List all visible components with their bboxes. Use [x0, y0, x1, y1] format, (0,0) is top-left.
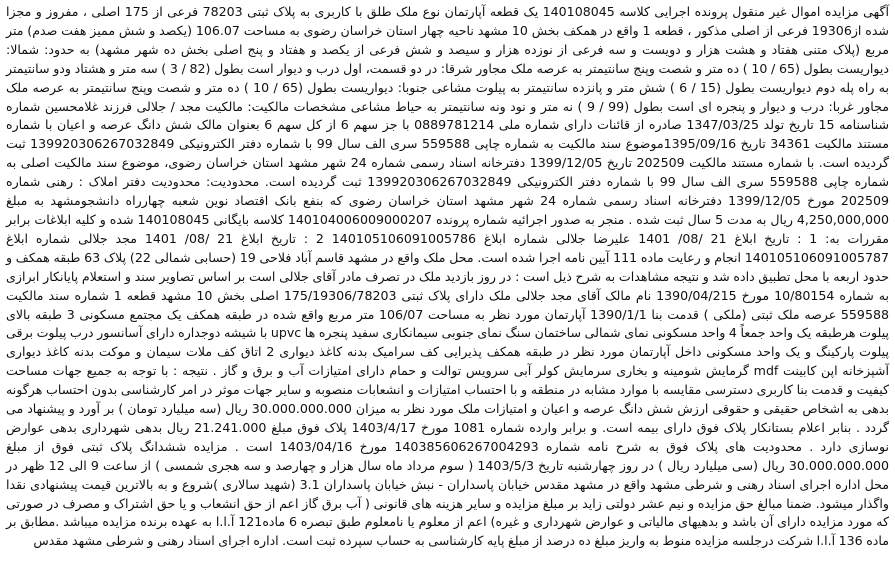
auction-notice-text: آگهی مزایده اموال غیر منقول پرونده اجرایی کلاسه 140108045 یک قطعه آپارتمان نوع ملک طلق با کاربری به پلاک ثبتی 78203 فرعی از 175 اصلی ، مفروز و مجزا شده از19306 فرعی از اصلی مذکور ، قطعه 1 واقع در همکف بخش 10 مشهد ناحیه چهار استان خراسان رضوی به مساحت 106.07 (یکصد و شش ممیز هفت صدم) متر مربع (پلاک متنی هفتاد و هشت هزار و دویست و سه فرعی از نوزده هزار و سیصد و شش فرعی از یکصد و هفتاد و پنج اصلی بخش ده شهر مشهد) به حدود: شمالا: دیواریست بطول (65 / 10 ) ده متر و شصت وپنج سانتیمتر به عرصه ملک مجاور شرقا: در دو قسمت، اول درب و دیوار است بطول (82 / 3 ) سه متر و هشتاد ودو سانتیمتر به راه پله دوم دیواریست بطول (15 / 6 ) شش متر و پانزده سانتیمتر به پیلوت مشاعی جنوبا: دیواریست بطول (65 / 10 ) ده متر و شصت وپنج سانتیمتر به عرصه ملک مجاور غربا: درب و دیوار و پنجره ای است بطول (99 / 9 ) نه متر و نود ونه سانتیمتر به حیاط مشاعی مشخصات مالکیت: مالکیت مجد / جلالی فرزند غلامحسین شماره شناسنامه 15 تاریخ تولد 1347/03/25 صادره از قائنات دارای شماره ملی 0889781214 با جز سهم 6 از کل سهم 6 بعنوان مالک شش دانگ عرصه و اعیان با شماره مستند مالکیت 34361 تاریخ 1395/09/16موضوع سند مالکیت به شماره چاپی 559588 سری الف سال 99 با شماره دفتر الکترونیکی 139920306267032849 ثبت گردیده است. با شماره مستند مالکیت 202509 تاریخ 1399/12/05 دفترخانه اسناد رسمی شماره 24 شهر مشهد استان خراسان رضوی، موضوع سند مالکیت اصلی به شماره چاپی 559588 سری الف سال 99 با شماره دفتر الکترونیکی 139920306267032849 ثبت گردیده است. محدودیت: محدودیت دفتر املاک : رهنی شماره 202509 مورخ 1399/12/05 دفترخانه اسناد رسمی شماره 24 شهر مشهد استان خراسان رضوی که بنفع بانک اقتصاد نوین شعبه چهارراه دانشجومشهد به مبلغ 4,250,000,000 ریال به مدت 5 سال ثبت شده . منجر به صدور اجرائیه شماره پرونده 140104006009000207 کلاسه بایگانی 140108045 شده و کلیه ابلاغات برابر مقررات به: 1 : تاریخ ابلاغ 21 /08/ 1401 علیرضا جلالی شماره ابلاغ 140105106091005786 2 : تاریخ ابلاغ 21 /08/ 1401 مجد جلالی شماره ابلاغ 140105106091005787 انجام و رعایت ماده 111 آیین نامه اجرا شده است. محل ملک واقع در مشهد قاسم آباد فلاحی 19 (حسابی شمالی 22) پلاک 63 طبقه همکف و حدود اربعه با محل تطبیق داده شد و نتیجه مشاهدات به شرح ذیل است : در روز بازدید ملک در تصرف مادر آقای جلالی است بر اساس تصاویر سند و استعلام پایانکار ابرازی به شماره 10/80154 مورخ 1390/04/215 نام مالک آقای مجد جلالی ملک دارای پلاک ثبتی 175/19306/78203 اصلی بخش 10 مشهد قطعه 1 شماره سند مالکیت 559588 عرصه ملک ثبتی (ملکی ) قدمت بنا 1390/1/1 آپارتمان مورد نظر به مساحت 106/07 متر مربع واقع شده در طبقه همکف یک مجتمع مسکونی 3 طبقه بالای پیلوت هرطبقه یک واحد جمعاً 4 واحد مسکونی نمای شمالی ساختمان سنگ نمای جنوبی سیمانکاری سفید پنجره ها upvc با شیشه دوجداره دارای آسانسور درب پیلوت برقی پیلوت پارکینگ و یک واحد مسکونی داخل آپارتمان مورد نظر در طبقه همکف پذیرایی کف سرامیک بدنه کاغذ دیواری 2 اتاق کف ملات سیمان و موکت بدنه کاغذ دیواری آشپزخانه اپن کابینت mdf گرمایش شومینه و بخاری سرمایش کولر آبی سرویس توالت و حمام دارای امتیازات آب و برق و گاز . نتیجه : با توجه به جمیع جهات مساحت کیفیت و قدمت بنا کاربری دسترسی مقایسه با موارد مشابه در منطقه و با احتساب امتیازات و انشعابات منصوبه و سایر جهات موثر در امر کارشناسی بدون احتساب هرگونه بدهی به اشخاص حقیقی و حقوقی ارزش شش دانگ عرصه و اعیان و امتیازات ملک مورد نظر به میزان 30.000.000.000 ریال (سه میلیارد تومان ) بر آورد و پیشنهاد می گردد . بنابر اعلام بستانکار پلاک فوق دارای بیمه است. و برابر وارده شماره 1081 مورخ 1403/4/17 پلاک فوق مبلغ 21.241.000 ریال بدهی شهرداری بدهی عوارض نوسازی دارد . محدودیت های پلاک فوق به شرح نامه شماره 140385606267004293 مورخ 1403/04/16 است . مزایده ششدانگ پلاک ثبتی فوق از مبلغ 30.000.000.000 ریال (سی میلیارد ریال ) در روز چهارشنبه تاریخ 1403/5/3 ( سوم مرداد ماه سال هزار و چهارصد و سه هجری شمسی ) از ساعت 9 الی 12 ظهر در محل اداره اجرای اسناد رهنی و شرطی مشهد واقع در مشهد مقدس خیابان پاسداران - نبش خیابان پاسداران 3.1 (شهید سالاری )شروع و به بالاترین قیمت پیشنهادی نقدا واگذار میشود. ضمنا مبالغ حق مزایده و نیم عشر دولتی زاید بر مبلغ مزایده و سایر هزینه های قانونی ( آب برق گاز اعم از حق انشعاب و یا حق اشتراک و مصرف در صورتی که مورد مزایده دارای آن باشد و بدهیهای مالیاتی و عوارض شهرداری و غیره) اعم از معلوم یا نامعلوم طبق تبصره 6 ماده121 آ.ا.ا به عهده برنده مزایده میباشد .مطابق بر ماده 136 آ.ا.ا شرکت درجلسه مزایده منوط به واریز مبلغ ده درصد از مبلغ پایه کارشناسی به حساب سپرده ثبت است. اداره اجرای اسناد رهنی و شرطی مشهد مقدس: [6, 4, 890, 549]
